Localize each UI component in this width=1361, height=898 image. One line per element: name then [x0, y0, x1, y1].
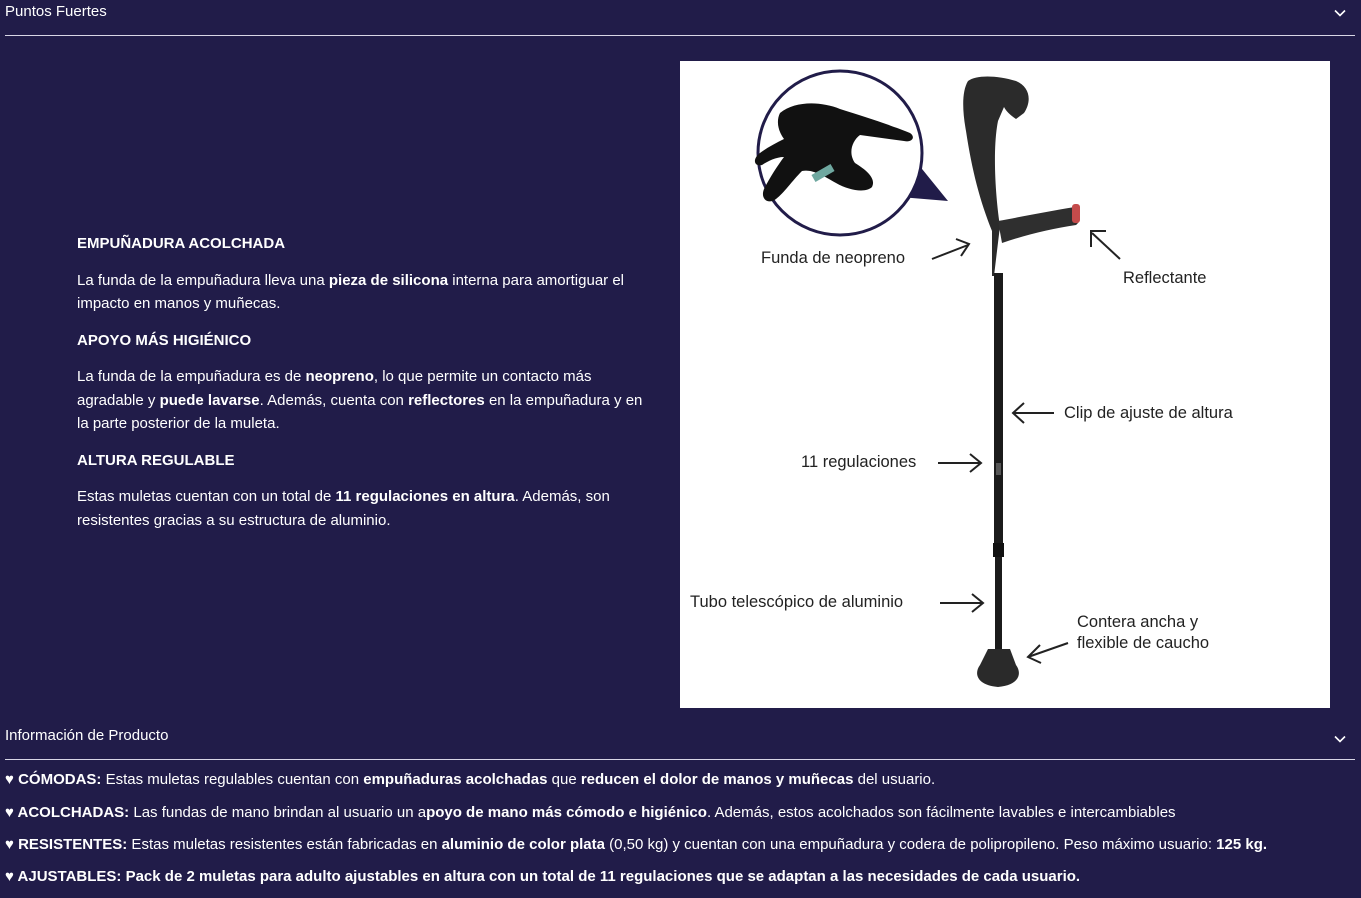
bold-segment: 125 kg. — [1216, 836, 1268, 853]
feature-block — [77, 232, 647, 316]
accordion-puntos-fuertes[interactable] — [5, 0, 1355, 36]
callout-tubo: Tubo telescópico de aluminio — [690, 593, 904, 611]
bold-segment: ♥ RESISTENTES: — [5, 836, 128, 853]
feature-heading: APOYO MÁS HIGIÉNICO — [77, 331, 252, 349]
product-info-item — [5, 804, 1176, 821]
product-info-item — [5, 868, 1080, 885]
text-segment: Las fundas de mano brindan al usuario un a — [129, 804, 427, 821]
feature-text — [77, 485, 647, 532]
feature-heading: ALTURA REGULABLE — [77, 451, 235, 469]
bold-segment: pieza de silicona — [328, 271, 449, 289]
bold-segment: ♥ CÓMODAS: — [5, 771, 102, 788]
callout-regulaciones: 11 regulaciones — [801, 453, 917, 471]
text-segment: que — [547, 771, 581, 788]
callout-clip: Clip de ajuste de altura — [1064, 404, 1233, 422]
callout-funda: Funda de neopreno — [761, 249, 906, 267]
bold-segment: poyo de mano más cómodo e higiénico — [426, 804, 707, 821]
bold-segment: empuñaduras acolchadas — [363, 771, 548, 788]
text-segment: Estas muletas cuentan con un total de — [77, 488, 336, 505]
bold-segment: neopreno — [305, 368, 374, 385]
text-segment: Estas muletas regulables cuentan con — [101, 771, 364, 788]
feature-text — [77, 269, 647, 316]
feature-text — [77, 365, 647, 436]
text-segment: La funda de la empuñadura lleva una — [77, 271, 329, 289]
bold-segment: 11 regulaciones en altura — [335, 488, 515, 505]
bold-segment: puede lavarse — [159, 391, 260, 409]
product-info-item — [5, 771, 935, 788]
accordion-title: Información de Producto — [5, 727, 169, 744]
accordion-title: Puntos Fuertes — [5, 3, 107, 20]
callout-contera — [1077, 612, 1209, 654]
text-segment: Estas muletas resistentes están fabricadas en — [127, 836, 442, 853]
text-segment: del usuario. — [853, 771, 936, 788]
bold-segment: aluminio de color plata — [441, 836, 605, 853]
callout-reflectante: Reflectante — [1123, 269, 1207, 287]
chevron-down-icon[interactable] — [1333, 732, 1347, 746]
text-segment: . Además, son resistentes gracias a su estructura de aluminio. — [77, 488, 610, 529]
accordion-informacion-producto[interactable] — [5, 722, 1355, 760]
product-info-item — [5, 836, 1267, 853]
bold-segment: Pack de 2 muletas para adulto ajustables en altura con un total de 11 regulaciones que se adaptan a las necesidades de cada usuario. — [121, 868, 1081, 885]
feature-block — [77, 449, 647, 533]
callout-contera-line: flexible de caucho — [1077, 634, 1210, 652]
bold-segment: ♥ ACOLCHADAS: — [5, 804, 130, 821]
text-segment: La funda de la empuñadura es de — [77, 368, 306, 385]
bold-segment: reducen el dolor de manos y muñecas — [580, 771, 854, 788]
callout-contera-line: Contera ancha y — [1077, 613, 1199, 631]
text-segment: , lo que permite un contacto más agradable y — [77, 368, 592, 409]
feature-block — [77, 329, 647, 436]
bold-segment: ♥ AJUSTABLES: — [5, 868, 122, 885]
features-list — [77, 232, 647, 545]
feature-heading: EMPUÑADURA ACOLCHADA — [77, 235, 286, 252]
text-segment: interna para amortiguar el impacto en manos y muñecas. — [77, 271, 625, 312]
bold-segment: reflectores — [408, 391, 485, 409]
text-segment: (0,50 kg) y cuentan con una empuñadura y codera de polipropileno. Peso máximo usuario: — [604, 836, 1217, 853]
text-segment: en la empuñadura y en la parte posterior de la muleta. — [77, 391, 643, 432]
text-segment: . Además, estos acolchados son fácilmente lavables e intercambiables — [706, 804, 1176, 821]
chevron-down-icon[interactable] — [1333, 6, 1347, 20]
text-segment: . Además, cuenta con — [259, 391, 409, 409]
crutch-product-image — [680, 61, 1330, 708]
